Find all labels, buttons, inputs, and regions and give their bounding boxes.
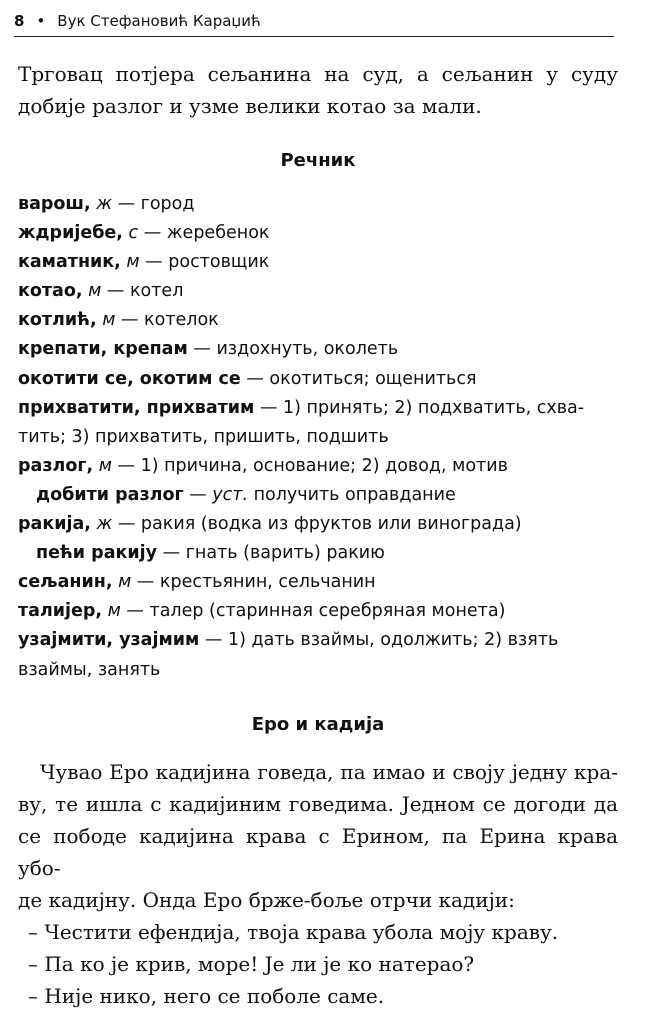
glossary-definition: 1) принять; 2) подхватить, схва- [283, 397, 585, 418]
glossary-heading: Речник [280, 150, 356, 171]
glossary-definition: крестьянин, сельчанин [159, 572, 376, 593]
glossary-entry: котлић, м — котелок [18, 310, 219, 331]
intro-paragraph [18, 58, 618, 122]
glossary-term: пећи ракију [36, 543, 158, 564]
glossary-definition: 1) дать взаймы, одолжить; 2) взять [228, 630, 559, 651]
glossary-entry: котао, м — котел [18, 281, 184, 302]
intro-line: Трговац потјера сељанина на суд, а сељанин у суду [18, 62, 618, 86]
header-separator: • [36, 12, 46, 30]
glossary-entry: окотити се, окотим се — окотиться; ощениться [18, 368, 477, 389]
glossary-gender: ж [96, 514, 113, 535]
header-author: Вук Стефановић Караџић [57, 12, 261, 30]
glossary-definition: котелок [144, 310, 219, 331]
running-header [14, 6, 614, 37]
glossary-gender: м [126, 252, 140, 273]
glossary-entry: сељанин, м — крестьянин, сельчанин [18, 572, 376, 593]
glossary-entry: пећи ракију — гнать (варить) ракию [36, 543, 385, 564]
glossary-gender: м [88, 281, 102, 302]
glossary-entry: крепати, крепам — издохнуть, околеть [18, 339, 399, 360]
glossary-definition: взаймы, занять [18, 659, 161, 680]
glossary-term: ждријебе, [18, 223, 123, 244]
glossary-entry: варош, ж — город [18, 194, 195, 214]
glossary-definition: гнать (варить) ракию [185, 543, 385, 564]
glossary-entry: разлог, м — 1) причина, основание; 2) довод, мотив [18, 455, 508, 476]
glossary-term: крепати, крепам [18, 339, 188, 360]
glossary-term: котао, [18, 281, 83, 302]
glossary-term: добити разлог [36, 484, 184, 505]
glossary-term: варош, [18, 194, 91, 214]
glossary-list [18, 190, 618, 685]
glossary-definition: тить; 3) прихватить, пришить, подшить [18, 426, 389, 447]
glossary-entry: каматник, м — ростовщик [18, 252, 270, 273]
glossary-term: ракија, [18, 514, 91, 535]
glossary-definition: окотиться; ощениться [269, 368, 477, 389]
glossary-entry-continuation [18, 656, 618, 685]
glossary-term: талијер, [18, 601, 103, 622]
glossary-definition: город [140, 194, 195, 214]
story-line: се пободе кадијина крава с Ерином, па Ерина крава убо- [18, 824, 618, 880]
glossary-term: прихватити, прихватим [18, 397, 255, 418]
glossary-term: каматник, [18, 252, 121, 273]
glossary-entry: ракија, ж — ракия (водка из фруктов или винограда) [18, 514, 522, 535]
glossary-entry: прихватити, прихватим — 1) принять; 2) подхватить, схва- [18, 397, 585, 418]
story-line: – Честити ефендија, твоја крава убола моју краву. [28, 920, 559, 944]
story-line: де кадијну. Онда Еро брже-боље отрчи кадији: [18, 888, 515, 912]
glossary-entry: узајмити, узајмим — 1) дать взаймы, одолжить; 2) взять [18, 630, 559, 651]
glossary-entry: добити разлог — уст. получить оправдание [36, 484, 456, 505]
glossary-term: сељанин, [18, 572, 113, 593]
glossary-definition: жеребенок [166, 223, 270, 244]
glossary-definition: ростовщик [168, 252, 270, 273]
glossary-term: разлог, [18, 455, 94, 476]
glossary-gender: м [107, 601, 121, 622]
story-title: Еро и кадија [251, 714, 385, 735]
glossary-gender: м [98, 455, 112, 476]
intro-line: добије разлог и узме велики котао за мали. [18, 94, 482, 118]
glossary-gender: м [102, 310, 116, 331]
glossary-style-mark: уст. [212, 484, 249, 505]
glossary-term: узајмити, узајмим [18, 630, 200, 651]
glossary-gender: м [118, 572, 132, 593]
glossary-entry-continuation [18, 423, 618, 452]
story-line: ву, те ишла с кадијиним говедима. Једном се догоди да [18, 792, 618, 816]
glossary-definition: получить оправдание [248, 484, 456, 505]
glossary-term: окотити се, окотим се [18, 368, 241, 389]
glossary-gender: с [128, 223, 139, 244]
page-number: 8 [14, 12, 25, 30]
glossary-gender: ж [96, 194, 113, 214]
glossary-definition: талер (старинная серебряная монета) [149, 601, 506, 622]
glossary-definition: котел [129, 281, 184, 302]
glossary-entry: талијер, м — талер (старинная серебряная монета) [18, 601, 506, 622]
story-line: – Није нико, него се поболе саме. [28, 984, 385, 1008]
story-line: – Па ко је крив, море! Је ли је ко натерао? [28, 952, 475, 976]
glossary-definition: издохнуть, околеть [216, 339, 399, 360]
glossary-entry: ждријебе, с — жеребенок [18, 223, 270, 244]
glossary-definition: ракия (водка из фруктов или винограда) [140, 514, 522, 535]
story-text [18, 756, 618, 1012]
story-line: Чувао Еро кадијина говеда, па имао и своју једну кра- [40, 760, 618, 784]
glossary-term: котлић, [18, 310, 97, 331]
glossary-definition: 1) причина, основание; 2) довод, мотив [140, 455, 508, 476]
